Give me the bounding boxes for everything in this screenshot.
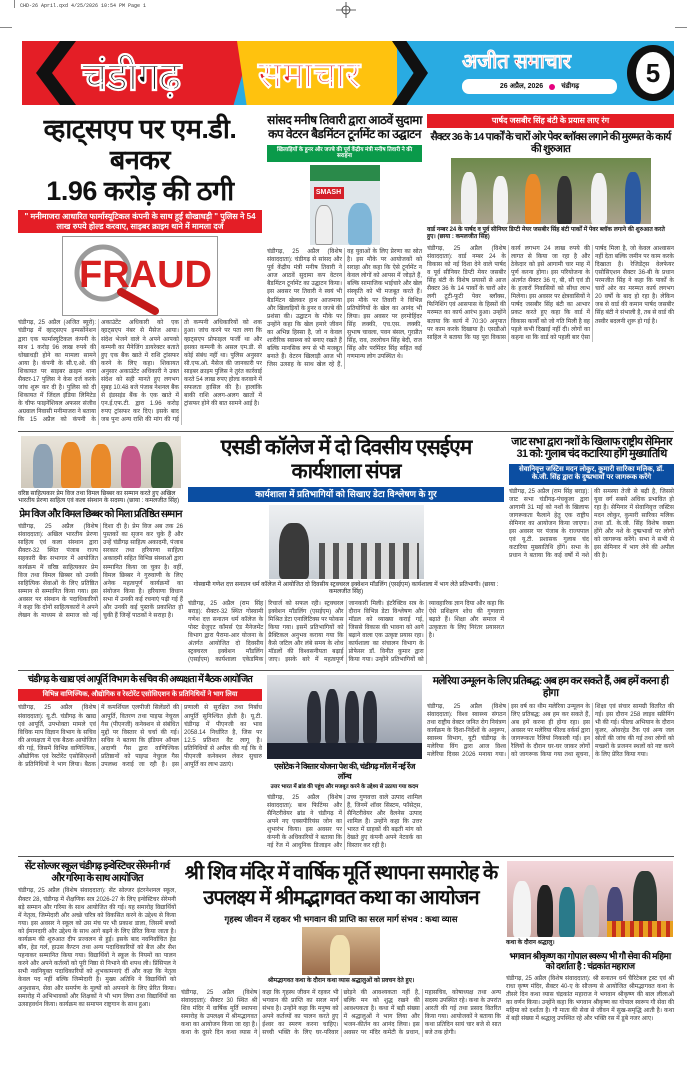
banner-text: SMASH [314, 187, 344, 199]
subheadline-whatsapp-fraud: " मनीमाजरा आधारित फार्मास्यूटिकल कंपनी के साथ हुई धोखाधड़ी " पुलिस ने 54 लाख रुपये होल्ड करवाए, साइबर क्राइम थाने में मामला दर्ज [18, 210, 262, 233]
photo-caption-katha: श्रीमद्भागवत कथा के दौरान कथा व्यास श्रद्धालुओं को प्रवचन देते हुए। [267, 978, 415, 985]
article-body-whatsapp-fraud: चंडीगढ़, 25 अप्रैल (अजित ब्यूरो): चंडीगढ़ में व्हाट्सएप इम्पर्सोनेशन द्वारा एक फार्मास्यूटिकल कंपनी के साथ 1 करोड़ 96 लाख रुपये की धोखाधड़ी होने का मामला सामने आया है। कंपनी के सी.ए.ओ. की शिकायत पर साइबर क्राइम थाना सैक्टर-17 पुलिस ने केस दर्ज करके जांच शुरू कर दी है। पुलिस को दी शिकायत में जिंदल इंडिया लिमिटेड के चीफ फाइनेंशियल अफसर संजीव अग्रवाल निवासी मनीमाजरा ने बताया कि 15 अप्रैल को कंपनी के अकाउंटेंट अधिकारी को एक व्हाट्सएप नंबर से मैसेज आया। संदेश भेजने वाले ने अपने आपको कम्पनी का मैनेजिंग डायरेक्टर बताते हुए एक बैंक खाते में राशि ट्रांसफर करने के लिए कहा। शिकायत अनुसार अकाउंटेंट अधिकारी ने उक्त संदेश को सही मानते हुए लगभग सुबह 10:48 बजे पंजाब नेशनल बैंक से इंडसइंड बैंक के एक खाते में एन.ई.एफ.टी. द्वारा 1.96 करोड़ रुपए ट्रांसफर कर दिए। इसके बाद जब पुनः अन्य राशि की मांग की गई तो कम्पनी अधिकारियों को शक हुआ। जांच करने पर पता लगा कि व्हाट्सएप प्रोफाइल फर्जी था और इसका कम्पनी के असल एम.डी. से कोई संबंध नहीं था। पुलिस अनुसार सी.एफ.ओ. मैसेज की जानकारी पर साइबर क्राइम पुलिस ने तुरंत कार्रवाई करते 54 लाख रुपए होल्ड करवाने में सफलता हासिल की है। हालांकि बाकी राशि अलग-अलग खातों में ट्रांसफर होने की बात सामने आई है। [18, 320, 262, 424]
park-repair-photo [451, 158, 651, 224]
masthead [22, 41, 674, 105]
headline-sd-college: एसडी कॉलेज में दो दिवसीय एसईएम कार्यशाला संपन्न [220, 435, 472, 483]
story-jat-sabha [509, 436, 674, 561]
section-title: चंडीगढ़ [82, 55, 181, 99]
launch-photo [267, 675, 422, 759]
subheadline-jat-sabha: सेवानिवृत्त जस्टिस मदन लोकुर, कुमारी सारिका मलिक, डॉ. के.जी. सिंह द्वारा के दुष्प्रभावों पर जागरूक करेंगे [509, 464, 674, 485]
subheadline-sd-college: कार्यशाला में प्रतिभागियों को सिखाए डेटा विश्लेषण के गुर [188, 487, 504, 502]
article-body-food-supply: चंडीगढ़, 25 अप्रैल (विशेष संवाददाता): यू.टी. चंडीगढ़ के खाद्य एवं आपूर्ति, उपभोक्ता मामले एवं विधिक माप विज्ञान विभाग के सचिव की अध्यक्षता में एक बैठक आयोजित की गई, जिसमें विभिन्न वाणिज्यिक, औद्योगिक एवं रेस्टोरेंट एसोसिएशनों के प्रतिनिधियों ने भाग लिया। बैठक में कमर्शियल एलपीजी सिलेंडरों की आपूर्ति, वितरण तथा पाइप्ड नेचुरल गैस (पीएनजी) कनेक्शन से संबंधित मुद्दों पर विस्तार से चर्चा की गई। सचिव ने बताया कि इंडियन ऑयल अदाणी गैस द्वारा वाणिज्यिक प्रतिष्ठानों को पाइप्ड नेचुरल गैस उपलब्ध कराई जा रही है। इस प्रणाली से सुरक्षित तथा निर्बाध आपूर्ति सुनिश्चित होती है। यू.टी. चंडीगढ़ में पीएनजी का भाव 2058.14 निर्धारित है, जिस पर 12.5 प्रतिशत वैट लागू है। प्रतिनिधियों से अपील की गई कि वे पीएनजी कनेक्शन लेकर सुचारु आपूर्ति का लाभ उठाएं। [18, 705, 262, 769]
fraud-image [62, 236, 218, 316]
file-slug: CHD-26 April.qxd 4/25/2026 10:54 PM Page 1 [20, 3, 147, 9]
headline-jat-sabha: जाट सभा द्वारा नशों के खिलाफ राष्ट्रीय सेमिनार 31 को: गुलाब चंद कटारिया होंगे मुख्यातिथि [511, 435, 672, 461]
subheadline-food-supply: विभिन्न वाणिज्यिक, औद्योगिक व रेस्टोरेंट एसोसिएशन के प्रतिनिधियों ने भाग लिया [18, 689, 262, 701]
story-sudama-cup [267, 114, 422, 369]
row-2 [18, 432, 674, 672]
story-launch [267, 675, 422, 850]
article-body-malaria: चंडीगढ़, 25 अप्रैल (विशेष संवाददाता): विश्व स्वास्थ्य संगठन तथा राष्ट्रीय वेक्टर जनित रोग नियंत्रण कार्यक्रम के दिशा-निर्देशों के अनुरूप, स्वास्थ्य विभाग, यूटी चंडीगढ़ के मलेरिया विंग द्वारा आज विश्व मलेरिया दिवस 2026 मनाया गया। इस वर्ष का थीम मलेरिया उन्मूलन के लिए प्रतिबद्ध: अब हम कर सकते हैं, अब हमें करना ही होगा रहा। इस अवसर पर मलेरिया फील्ड वर्कर्स द्वारा जागरूकता रैलियां निकाली गईं। इन रैलियों के दौरान घर-घर जाकर लोगों को जागरूक किया गया तथा सूचना, शिक्षा एवं संचार सामग्री वितरित की गई। इस दौरान 258 लाइव स्क्रीनिंग भी की गई। फील्ड अभियान के दौरान कूलर, ओवरहेड टैंक एवं अन्य जल स्रोतों की जांच की गई तथा लोगों को मच्छरों के प्रजनन स्थलों को नष्ट करने के लिए प्रेरित किया गया। [427, 703, 674, 759]
dot-icon [549, 84, 555, 90]
headline-line-2: 1.96 करोड़ की ठगी [46, 176, 234, 207]
headline-malaria: मलेरिया उन्मूलन के लिए प्रतिबद्ध: अब हम कर सकते हैं, अब हमें करना ही होगा [432, 675, 669, 700]
story-malaria [427, 675, 674, 759]
headline-shiv-mandir: श्री शिव मंदिर में वार्षिक मूर्ति स्थापना समारोह के उपलक्ष्य में श्रीमद्भागवत कथा का आयोजन [184, 862, 498, 910]
row-1 [18, 110, 674, 432]
story-st-soldier [18, 861, 176, 1008]
photo-caption-workshop: गोस्वामी गणेश दत्त सनातन धर्म कॉलेज में आयोजित दो दिवसीय स्ट्रक्चरल इक्वेशन मॉडलिंग (एसईएम) कार्यशाला में भाग लेते प्रतिभागी। (छाया : कमलजीत सिंह) [193, 581, 499, 596]
page-content [18, 110, 674, 1043]
article-body-sd-college: चंडीगढ़, 25 अप्रैल (राम सिंह बराड़): सैक्टर-32 स्थित गोस्वामी गणेश दत्त सनातन धर्म कॉलेज के पोस्ट ग्रेजुएट कॉमर्स एंड मैनेजमेंट विभाग द्वारा पैरामा-आर योजना के अंतर्गत आयोजित दो दिवसीय स्ट्रक्चरल इक्वेशन मॉडलिंग (एसईएम) कार्यशाला एकेडमिक रिचार्ज को सफल रही। स्ट्रक्चरल इक्वेशन मॉडलिंग (एसईएम) और मिश्रित डेटा एनालिटिक्स पर फोकस किया गया। इसमें प्रतिभागियों को प्रैक्टिकल अनुभव कराया गया कि कैसे जटिल और लंबे समय के शोध मॉडलों की विश्वसनीयता बढ़ाई जाए। इसके बारे में महत्वपूर्ण जानकारी मिली। इंटरैक्टिव सत्र के दौरान विभिन्न डेटा विश्लेषण और मॉडल को व्याख्या कराई गई, जिससे विकास की भावना को आगे बढ़ाने वाला एक उत्कृष्ट प्रयास रहा। कार्यशाला का संचालन विभाग के प्रोफेसर डॉ. विनीत कुमार द्वारा किया गया। उन्होंने प्रतिभागियों को व्यावहारिक ज्ञान दिया और कहा कि ऐसे प्रशिक्षण शोध की गुणवत्ता बढ़ाते हैं। शिक्षा और समाज में उत्कृष्टता के लिए निरंतर प्रयासरत है। [188, 600, 504, 664]
newspaper-name: अजीत समाचार [462, 51, 571, 73]
article-body-prem-vij: चंडीगढ़, 25 अप्रैल (विशेष संवाददाता): अखिल भारतीय प्रेरणा साहित्य एवं कला संस्थान द्वारा सैक्टर-32 स्थित पंजाब राज्य सहकारी बैंक सभागार में आयोजित कार्यक्रम में वरिष्ठ साहित्यकार प्रेम विज तथा विमल छिब्बर को उनकी साहित्यिक सेवाओं के लिए प्रतिष्ठित सम्मान से सम्मानित किया गया। इस अवसर पर संस्थान के पदाधिकारियों ने कहा कि दोनों साहित्यकारों ने अपने लेखन के माध्यम से समाज को नई दिशा दी है। प्रेम विज अब तक 26 पुस्तकों का सृजन कर चुके हैं और उन्हें चंडीगढ़ साहित्य अकादमी, पंजाब सरकार तथा हरियाणा साहित्य अकादमी सहित विभिन्न संस्थाओं द्वारा सम्मानित किया जा चुका है। वहीं, विमल छिब्बर ने गुरुवाणी के लिए अनेक महत्वपूर्ण कार्यक्रमों का संयोजन किया है। हरियाणा विधान सभा में उनकी कई रचनाएं पढ़ी गई हैं और उनकी कई पुस्तकें प्रकाशित हो चुकी हैं जिन्हें पाठकों ने सराहा है। [18, 524, 183, 620]
headline-launch: एसोटेक ने विस्तार योजना पेश की, चंडीगढ़ मॉल में नई रेंज लॉन्च [274, 762, 415, 781]
registration-mark-icon [336, 0, 356, 20]
chevron-right-icon [392, 41, 428, 105]
workshop-photo [269, 505, 424, 579]
article-body-launch: चंडीगढ़, 25 अप्रैल (विशेष संवाददाता): बाथ फिटिंग्स और सैनिटरीवेयर ब्रांड ने चंडीगढ़ में अपने नए एक्सपीरियंस जोन का शुभारंभ किया। इस अवसर पर कंपनी के अधिकारियों ने बताया कि नई रेंज में आधुनिक डिजाइन और उच्च गुणवत्ता वाले उत्पाद शामिल हैं, जिनमें शॉवर सिस्टम, फॉसेट्स, सैनिटरीवेयर और वैलनेस उत्पाद शामिल हैं। उन्होंने कहा कि उत्तर भारत में ग्राहकों की बढ़ती मांग को देखते हुए कंपनी अपने नेटवर्क का विस्तार कर रही है। [267, 794, 422, 850]
award-photo [21, 436, 181, 488]
story-prem-vij [18, 436, 183, 621]
headline-food-supply: चंडीगढ़ के खाद्य एवं आपूर्ति विभाग के सचिव की अध्यक्षता में बैठक आयोजित [27, 674, 252, 686]
article-body-st-soldier: चंडीगढ़, 25 अप्रैल (विशेष संवाददाता): सेंट सोल्जर इंटरनेशनल स्कूल, सैक्टर 28, चंडीगढ़ में शैक्षणिक सत्र 2026-27 के लिए इन्वेस्टिचर सेरेमनी बड़े सम्मान और गरिमा के साथ आयोजित की गई। यह समारोह विद्यार्थियों में नेतृत्व, जिम्मेदारी और अच्छे चरित्र को विकसित करने के उद्देश्य से किया गया। इस अवसर ने स्कूल को उस मंच पर भी प्रकाश डाला, जिसमें बच्चों को ईमानदारी और उद्देश्य के साथ आगे बढ़ने के लिए प्रेरित किया जाता है। कार्यक्रम की शुरुआत दीप प्रज्वलन से हुई। इसके बाद नवनिर्वाचित हेड बॉय, हेड गर्ल, हाउस कैप्टन तथा अन्य पदाधिकारियों को बैज और सैश पहनाकर सम्मानित किया गया। विद्यार्थियों ने स्कूल के नियमों का पालन करने और अपने कर्तव्यों को पूरी निष्ठा से निभाने की शपथ ली। प्रिंसिपल ने सभी नवनियुक्त पदाधिकारियों को शुभकामनाएं दीं और कहा कि नेतृत्व केवल पद नहीं बल्कि जिम्मेदारी है। मुख्य अतिथि ने विद्यार्थियों को अनुशासन, सेवा और समर्पण के मूल्यों को अपनाने के लिए प्रेरित किया। समारोह में अभिभावकों और शिक्षकों ने भी भाग लिया तथा विद्यार्थियों का उत्साहवर्धन किया। कार्यक्रम का समापन राष्ट्रगान के साथ हुआ। [18, 888, 176, 1008]
headline-krishna: भगवान श्रीकृष्ण का गोपाल स्वरूप भी गौ सेवा की महिमा को दर्शाता है : चंद्रकांत महाराज [509, 950, 671, 972]
photo-caption-award: वरिष्ठ साहित्यकार प्रेम विज तथा विमल छिब्बर का सम्मान करते हुए अखिल भारतीय प्रेरणा साहित्य एवं कला संस्थान के सदस्य। (छाया : कमलजीत सिंह) [18, 490, 180, 505]
photo-caption-devotees: कथा के दौरान श्रद्धालु। [506, 940, 555, 947]
story-shiv-mandir [181, 861, 501, 1037]
devotees-photo [507, 861, 673, 937]
headline-line-1: व्हाट्सएप पर एम.डी. बनकर [43, 114, 237, 176]
story-whatsapp-fraud [18, 114, 262, 425]
row-3 [18, 671, 674, 857]
issue-city: चंडीगढ़ [561, 83, 580, 90]
subheadline-shiv-mandir: गृहस्थ जीवन में रहकर भी भगवान की प्राप्ति का सरल मार्ग संभव : कथा व्यास [224, 914, 458, 925]
page-number: 5 [636, 52, 670, 94]
katha-photo [302, 927, 380, 975]
article-body-jat-sabha: चंडीगढ़, 25 अप्रैल (राम सिंह बराड़): जाट सभा चंडीगढ़-पंचकूला द्वारा आगामी 31 मई को नशों के खिलाफ जागरूकता फैलाने हेतु एक राष्ट्रीय सेमिनार का आयोजन किया जाएगा। इस अवसर पर पंजाब के राज्यपाल एवं यू.टी. प्रशासक गुलाब चंद कटारिया मुख्यातिथि होंगे। सभा के प्रधान ने बताया कि कई वर्षों में नशे की समस्या तेजी से बढ़ी है, जिससे युवा वर्ग सबसे अधिक प्रभावित हो रहा है। सेमिनार में सेवानिवृत्त जस्टिस मदन लोकुर, कुमारी सारिका मलिक तथा डॉ. के.जी. सिंह विशेष वक्ता होंगे और नशे के दुष्प्रभावों पर लोगों को जागरूक करेंगे। सभा ने सभी से इस सेमिनार में भाग लेने की अपील की है। [509, 488, 674, 560]
story-sd-college [188, 436, 504, 665]
dateline [462, 79, 617, 94]
section-title-2: समाचार [258, 54, 361, 95]
headline-prem-vij: प्रेम विज और विमल छिब्बर को मिला प्रतिष्ठित सम्मान [19, 508, 182, 520]
issue-date: 26 अप्रैल, 2026 [499, 83, 544, 90]
article-body-shiv-mandir: चंडीगढ़, 25 अप्रैल (विशेष संवाददाता): सैक्टर 30 स्थित श्री शिव मंदिर में वार्षिक मूर्ति स्थापना समारोह के उपलक्ष्य में श्रीमद्भागवत कथा का आयोजन किया जा रहा है। कथा के दूसरे दिन कथा व्यास ने कहा कि गृहस्थ जीवन में रहकर भी भगवान की प्राप्ति का सरल मार्ग संभव है। उन्होंने कहा कि मनुष्य को अपने कर्तव्यों का पालन करते हुए ईश्वर का स्मरण करना चाहिए। सच्ची भक्ति के लिए घर-परिवार छोड़ने की आवश्यकता नहीं है, बल्कि मन को शुद्ध रखने की आवश्यकता है। कथा में बड़ी संख्या में श्रद्धालुओं ने भाग लिया और भजन-कीर्तन का आनंद लिया। इस अवसर पर मंदिर कमेटी के प्रधान, महासचिव, कोषाध्यक्ष तथा अन्य सदस्य उपस्थित रहे। कथा के उपरांत आरती की गई तथा प्रसाद वितरित किया गया। आयोजकों ने बताया कि कथा प्रतिदिन सायं चार बजे से सात बजे तक होगी। [181, 989, 501, 1037]
subheadline-sudama-cup: खिलाड़ियों के हुनर और जज्बे की पूर्व केंद्रीय मंत्री मनीष तिवारी ने की सराहना [267, 145, 422, 162]
crop-mark [14, 0, 15, 8]
story-sector-36-parks [427, 114, 674, 342]
badminton-photo [310, 165, 380, 245]
story-krishna [506, 861, 674, 1023]
article-body-sector-36: चंडीगढ़, 25 अप्रैल (विशेष संवाददाता): वार्ड नम्बर 24 के विकास को नई दिशा देने वाले पार्षद व पूर्व सीनियर डिप्टी मेयर जसबीर सिंह बंटी के विशेष प्रयासों से आज सैक्टर 36 के 14 पार्कों के चारों ओर लगी टूटी-फूटी पेवर ब्लॉक्स, फिनिशिंग एवं आसपास के हिस्सों की मरम्मत का कार्य आरंभ हुआ। उन्होंने बताया कि कार्य में 70:30 अनुपात पर काम करके दिखाया है। एसडीओ साहिल ने बताया कि यह पूरा विकास कार्य लगभग 24 लाख रुपये की लागत से किया जा रहा है और ठेकेदार को इसे आगामी चार माह में पूर्ण करना होगा। इस परियोजना के अंतर्गत सैक्टर 36 ए, बी, सी एवं डी के हजारों निवासियों को सीधा लाभ मिलेगा। इस अवसर पर क्षेत्रवासियों ने पार्षद जसबीर सिंह बंटी का आभार प्रकट करते हुए कहा कि वार्ड में विकास कार्यों को जो गति मिली है वह पहले कभी दिखाई नहीं दी। लोगों का कहना था कि वार्ड को पहली बार ऐसा पार्षद मिला है, जो केवल आश्वासन नहीं देता बल्कि जमीन पर काम करके दिखाता है। रेजिडेंट्स वेलफेयर एसोसिएशन सैक्टर 36-बी के प्रधान परमजीत सिंह ने कहा कि पार्कों के चारों ओर का मरम्मत कार्य लगभग 20 वर्षों के बाद हो रहा है। लेकिन जब से वार्ड की कमान पार्षद जसबीर सिंह बंटी ने संभाली है, तब से वार्ड की तस्वीर बदलनी शुरू हो गई है। [427, 245, 674, 341]
story-food-supply [18, 675, 262, 769]
article-body-krishna: चंडीगढ़, 25 अप्रैल (विशेष संवाददाता): श्री सनातन धर्म चैरिटेबल ट्रस्ट एवं श्री राधा कृष्ण मंदिर, सैक्टर 40-ए के सौजन्य से आयोजित श्रीमद्भागवत कथा के तीसरे दिन कथा व्यास चंद्रकांत महाराज ने भगवान श्रीकृष्ण की बाल लीलाओं का वर्णन किया। उन्होंने कहा कि भगवान श्रीकृष्ण का गोपाल स्वरूप गौ सेवा की महिमा को दर्शाता है। गौ माता की सेवा से जीवन में सुख-समृद्धि आती है। कथा में बड़ी संख्या में श्रद्धालु उपस्थित रहे और भक्ति रस में डूबे नजर आए। [506, 975, 674, 1023]
article-body-sudama-cup: चंडीगढ़, 25 अप्रैल (विशेष संवाददाता): चंडीगढ़ से सांसद और पूर्व केंद्रीय मंत्री मनीष तिवारी ने आज आठवें सुदामा कप वेटरन बैडमिंटन टूर्नामेंट का उद्घाटन किया। इस अवसर पर तिवारी ने स्वयं भी बैडमिंटन खेलकर हाथ आजमाया और खिलाड़ियों के हुनर व जज्बे की प्रशंसा की। उद्घाटन के मौके पर उन्होंने कहा कि खेल हमारे जीवन का अभिन्न हिस्सा है, जो न केवल शारीरिक स्वास्थ्य को बनाए रखते हैं बल्कि मानसिक रूप से भी मजबूत बनाते हैं। वेटरन खिलाड़ी आज भी जिस उत्साह के साथ खेल रहे हैं, वह युवाओं के लिए प्रेरणा का स्रोत है। इस मौके पर आयोजकों को सराहा और कहा कि ऐसे टूर्नामेंट न केवल लोगों को आपस में जोड़ते हैं, बल्कि सामाजिक भाईचारे और खेल संस्कृति को भी मजबूत करते हैं। इस मौके पर तिवारी ने विभिन्न प्रतियोगियों के खेल का आनंद भी लिया। इस अवसर पर हरमोहिंदर सिंह लक्की, एच.एस. लक्की, सुभाष चावला, पवन बंसल, गुरप्रीत सिंह, राव, तरलोचन सिंह बेदी, राज सिंह और परमिंदर सिंह सहित कई गणमान्य लोग उपस्थित थे। [267, 249, 422, 369]
photo-caption-bunty: वार्ड नम्बर 24 के पार्षद व पूर्व सीनियर डिप्टी मेयर जसबीर सिंह बंटी पार्कों में पेवर ब्लॉक लगाने की शुरुआत करते हुए। (छाया : कमलजीत सिंह) [427, 226, 665, 241]
headline-whatsapp-fraud [18, 114, 262, 207]
crop-mark [675, 27, 687, 28]
headline-sudama-cup: सांसद मनीष तिवारी द्वारा आठवें सुदामा कप वेटरन बैडमिंटन टूर्नामेंट का उद्घाटन [267, 113, 422, 141]
crop-mark [0, 27, 12, 28]
row-4 [18, 857, 674, 1043]
fraud-logo-text: FRAUD [79, 254, 212, 297]
kicker-bunty: पार्षद जसबीर सिंह बंटी के प्रयास लाए रंग [427, 114, 674, 128]
subheadline-launch: उत्तर भारत में ब्रांड की पहुंच और मजबूत करने के उद्देश्य से उठाया गया कदम [270, 783, 419, 790]
headline-st-soldier: सेंट सोल्जर स्कूल चंडीगढ़ इन्वेस्टिचर सेरेमनी गर्व और गरिमा के साथ आयोजित [24, 861, 170, 884]
page-number-badge [627, 45, 674, 101]
headline-sector-36-parks: सैक्टर 36 के 14 पार्कों के चारों ओर पेवर ब्लॉक्स लगाने की मुरम्मत के कार्य की शुरुआत [430, 130, 671, 155]
